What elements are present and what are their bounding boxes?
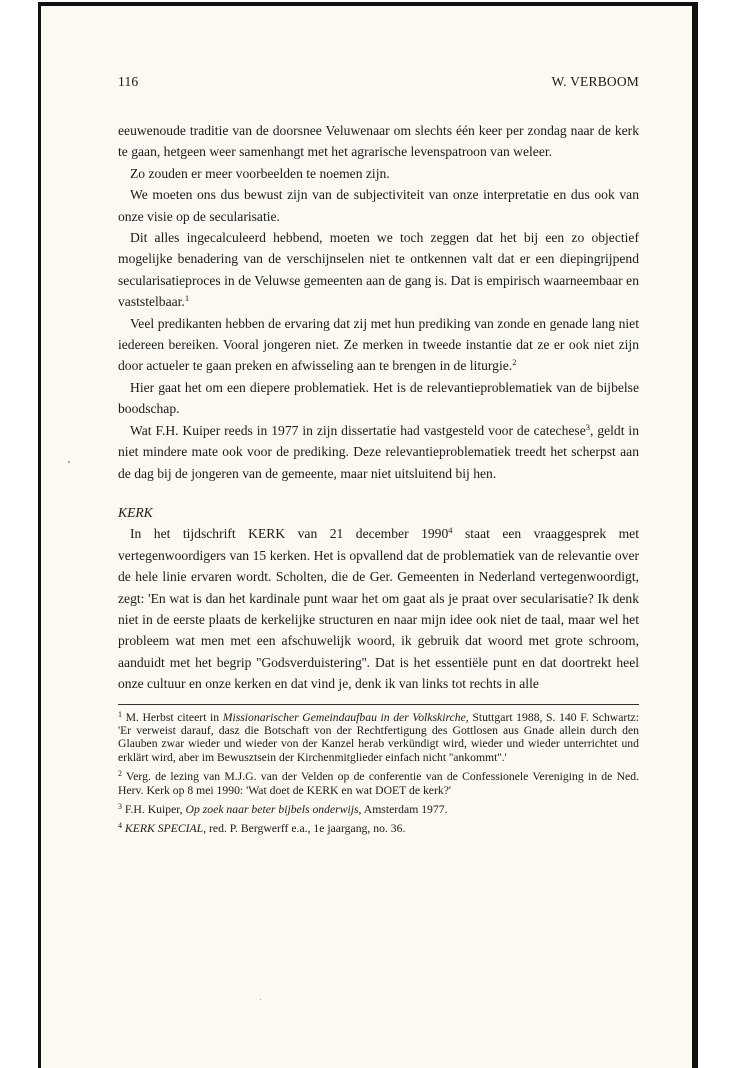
footnote-1 (118, 711, 639, 765)
paragraph (118, 420, 639, 484)
footnote-number: 2 (118, 769, 122, 779)
footnote-number: 4 (118, 821, 122, 831)
paragraph: Hier gaat het om een diepere problematiek. Het is de relevantieproblematiek van de bijbelse boodschap. (118, 379, 639, 417)
paragraph: eeuwenoude traditie van de doorsnee Veluwenaar om slechts één keer per zondag naar de kerk te gaan, hetgeen weer samenhangt met het agrarische levenspatroon van weleer. (118, 123, 639, 160)
footnote-title: KERK SPECIAL, (124, 822, 207, 836)
page-content (118, 74, 639, 842)
page-number: 116 (118, 74, 139, 89)
footnote-reference: 3 (585, 421, 590, 432)
section-heading: KERK (118, 504, 153, 520)
footnote-text: F.H. Kuiper, (122, 803, 186, 816)
footnote-3 (118, 803, 639, 816)
scan-speck (68, 461, 70, 463)
scan-speck (260, 999, 261, 1000)
footnote-title: Missionarischer Gemeindaufbau in der Volkskirche, (222, 710, 469, 724)
footnote-4 (118, 822, 639, 835)
paragraph (118, 227, 639, 313)
footnote-number: 1 (118, 709, 122, 719)
footnote-divider (118, 704, 639, 705)
footnote-reference: 2 (512, 357, 517, 368)
footnote-text: Stuttgart 1988, S. 140 F. Schwartz: 'Er verweist darauf, dasz die Botschaft von der Rechtfertigung des Gottlosen aus Gnade allein durch den Glauben zwar wieder und wieder von der Kanzel herab verkündigt wird, wieder und wieder unterrichtet und erklärt wird, aber im Bewusztsein der Kirchenmitglieder einfach nicht ''ankommt''.' (118, 710, 639, 764)
footnote-reference: 1 (184, 293, 190, 304)
running-head (118, 74, 639, 92)
paragraph-text: In het tijdschrift KERK van 21 december 1990 (130, 526, 449, 542)
footnote-text: Amsterdam 1977. (361, 803, 448, 816)
scan-border-right (692, 2, 698, 1068)
paragraph-text: Wat F.H. Kuiper reeds in 1977 in zijn dissertatie had vastgesteld voor de catechese (130, 422, 586, 438)
running-head-author: W. VERBOOM (551, 74, 639, 89)
paragraph (118, 313, 639, 377)
footnote-title: Op zoek naar beter bijbels onderwijs, (185, 803, 362, 816)
paragraph (118, 523, 639, 694)
footnote-2 (118, 770, 639, 797)
footnote-text: red. P. Bergwerff e.a., 1e jaargang, no. 36. (206, 822, 406, 836)
footnote-text: M. Herbst citeert in (122, 710, 223, 724)
paragraph-text: , geldt in niet mindere mate ook voor de prediking. Deze relevantieproblematiek treedt het scherpst aan de dag bij de jongeren van de gemeente, maar niet uitsluitend bij hen. (118, 422, 639, 481)
paragraph-text: staat een vraaggesprek met vertegenwoordigers van 15 kerken. Het is opvallend dat de problematiek van de relevantie over de hele linie ervaren wordt. Scholten, die de Ger. Gemeenten in Nederland vertegenwoordigt, zegt: 'En wat is dan het kardinale punt waar het om gaat als je praat over secularisatie? Ik denk niet in de eerste plaats de kerkelijke structuren en naar mijn idee ook niet de taal, maar wel het probleem wat men met een afschuwelijk woord, ik gebruik dat woord met grote schroom, aanduidt met het begrip ''Godsverduistering''. Dat is het essentiële punt en dat doortrekt heel onze cultuur en onze kerken en dat vind je, denk ik van links tot rechts in alle (118, 526, 639, 692)
paragraph-text: Dit alles ingecalculeerd hebbend, moeten we toch zeggen dat het bij een zo objectief mogelijke benadering van de verschijnselen niet te ontkennen valt dat er een diepingrijpend secularisatieproces in de Veluwse gemeenten aan de gang is. Dat is empirisch waarneembaar en vaststelbaar. (118, 230, 639, 310)
footnote-reference: 4 (448, 525, 453, 536)
paragraph-text: Veel predikanten hebben de ervaring dat zij met hun prediking van zonde en genade lang niet iedereen bereiken. Vooral jongeren niet. Ze merken in tweede instantie dat ze er ook niet zijn door actueler te gaan preken en afwisseling aan te brengen in de liturgie. (118, 315, 639, 374)
footnotes (118, 711, 639, 836)
footnote-number: 3 (118, 802, 122, 811)
paragraph: We moeten ons dus bewust zijn van de subjectiviteit van onze interpretatie en dus ook van onze visie op de secularisatie. (118, 187, 639, 224)
paragraph: Zo zouden er meer voorbeelden te noemen zijn. (130, 165, 390, 181)
footnote-text: Verg. de lezing van M.J.G. van der Velden op de conferentie van de Confessionele Vereniging in de Ned. Herv. Kerk op 8 mei 1990: 'Wat doet de KERK en wat DOET de kerk?' (118, 770, 639, 797)
body-text (118, 120, 639, 695)
